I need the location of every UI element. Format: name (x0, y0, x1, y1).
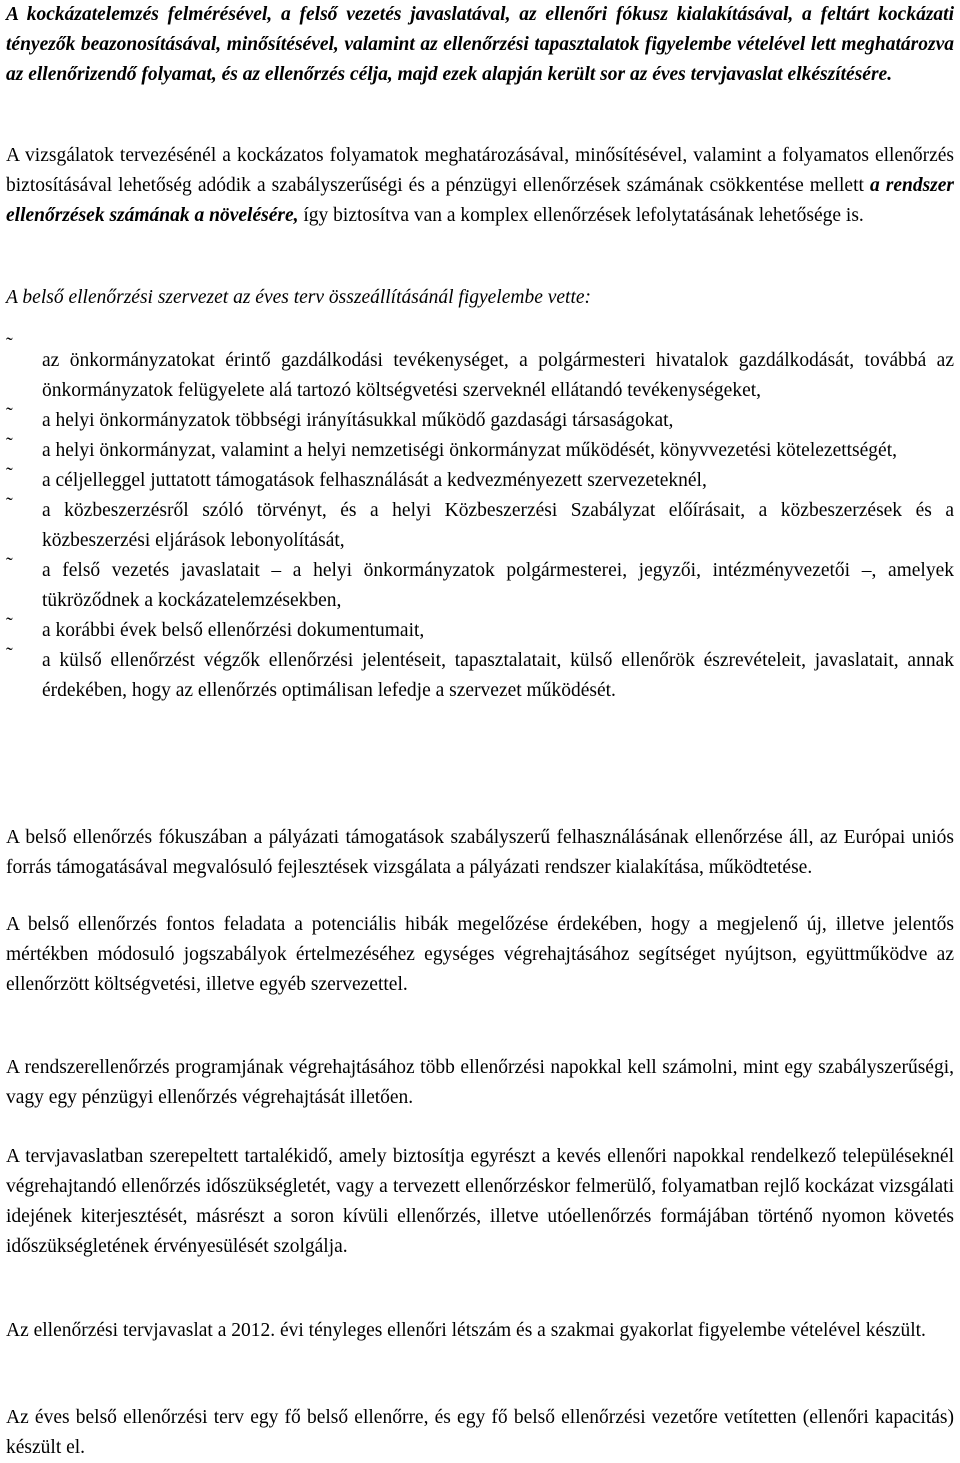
list-item-text: az önkormányzatokat érintő gazdálkodási tevékenységet, a polgármesteri hivatalok gazdálkodását, továbbá az önkormányzatok felügyelete alá tartozó költségvetési szerveknél ellátandó tevékenységeket, (42, 350, 954, 401)
focus-paragraph: A belső ellenőrzés fókuszában a pályázati támogatások szabályszerű felhasználásának ellenőrzése áll, az Európai uniós forrás támogatásával megvalósuló fejlesztések vizsgálata a pályázati rendszer kialakítása, működtetése. (6, 827, 954, 878)
list-item-text: a külső ellenőrzést végzők ellenőrzési jelentéseit, tapasztalatait, külső ellenőrök észrevételeit, javaslatait, annak érdekében, hogy az ellenőrzés optimálisan lefedje a szervezet működését. (42, 650, 954, 701)
list-item-text: a közbeszerzésről szóló törvényt, és a helyi Közbeszerzési Szabályzat előírásait, a közbeszerzések és a közbeszerzési eljárások lebonyolítását, (42, 500, 954, 551)
intro-paragraph: A kockázatelemzés felmérésével, a felső vezetés javaslatával, az ellenőri fókusz kialakításával, a feltárt kockázati tényezők beazonosításával, minősítésével, valamint az ellenőrzési tapasztalatok figyelembe vételével lett meghatározva az ellenőrizendő folyamat, és az ellenőrzés célja, majd ezek alapján került sor az éves tervjavaslat elkészítésére. (6, 4, 954, 85)
planning-text-start: A vizsgálatok tervezésénél a kockázatos folyamatok meghatározásával, minősítésével, valamint a folyamatos ellenőrzés biztosításával lehetőség adódik a szabályszerűségi és a pénzügyi ellenőrzések számának csökkentése mellett (6, 145, 954, 196)
list-heading: A belső ellenőrzési szervezet az éves terv összeállításánál figyelembe vette: (6, 287, 592, 308)
capacity-paragraph: Az éves belső ellenőrzési terv egy fő belső ellenőrre, és egy fő belső ellenőrzési vezetőre vetítetten (ellenőri kapacitás) készült el. (6, 1407, 954, 1458)
list-item-text: a helyi önkormányzat, valamint a helyi nemzetiségi önkormányzat működését, könyvvezetési kötelezettségét, (42, 440, 898, 461)
reserve-paragraph: A tervjavaslatban szerepeltett tartalékidő, amely biztosítja egyrészt a kevés ellenőri napokkal rendelkező településeknél végrehajtandó ellenőrzés időszükségletét, vagy a tervezett ellenőrzéskor felmerülő, folyamatban rejlő kockázat vizsgálati idejének kiterjesztését, másrészt a soron kívüli ellenőrzés, illetve utóellenőrzés formájában történő nyomon követés időszükségletének érvényesülését szolgálja. (6, 1146, 954, 1257)
tilde-bullet-icon: ˜ (6, 404, 13, 426)
list-item (0, 646, 960, 706)
tilde-bullet-icon: ˜ (6, 334, 13, 356)
system-audit-paragraph: A rendszerellenőrzés programjának végrehajtásához több ellenőrzési napokkal kell számolni, mint egy szabályszerűségi, vagy egy pénzügyi ellenőrzés végrehajtását illetően. (6, 1057, 954, 1108)
list-item (0, 556, 960, 616)
list-item (0, 616, 960, 646)
tilde-bullet-icon: ˜ (6, 464, 13, 486)
list-item (0, 466, 960, 496)
list-item (0, 496, 960, 556)
headcount-paragraph: Az ellenőrzési tervjavaslat a 2012. évi tényleges ellenőri létszám és a szakmai gyakorlat figyelembe vételével készült. (6, 1320, 926, 1341)
list-item (0, 406, 960, 436)
tilde-bullet-icon: ˜ (6, 644, 13, 666)
task-paragraph: A belső ellenőrzés fontos feladata a potenciális hibák megelőzése érdekében, hogy a megjelenő új, illetve jelentős mértékben módosuló jogszabályok értelmezéséhez egységes végrehajtásához segítséget nyújtson, együttműködve az ellenőrzött költségvetési, illetve egyéb szervezettel. (6, 914, 954, 995)
planning-emphasis: a rendszer ellenőrzések számának a növelésére, (6, 175, 954, 226)
tilde-bullet-icon: ˜ (6, 434, 13, 456)
list-item-text: a korábbi évek belső ellenőrzési dokumentumait, (42, 620, 425, 641)
list-item-text: a céljelleggel juttatott támogatások felhasználását a kedvezményezett szervezeteknél, (42, 470, 707, 491)
list-item (0, 436, 960, 466)
list-item (0, 334, 960, 406)
tilde-bullet-icon: ˜ (6, 494, 13, 516)
planning-paragraph (6, 141, 954, 231)
tilde-bullet-icon: ˜ (6, 554, 13, 576)
tilde-bullet-icon: ˜ (6, 614, 13, 636)
list-item-text: a felső vezetés javaslatait – a helyi önkormányzatok polgármesterei, jegyzői, intézményvezetői –, amelyek tükröződnek a kockázatelemzésekben, (42, 560, 954, 611)
list-item-text: a helyi önkormányzatok többségi irányításukkal működő gazdasági társaságokat, (42, 410, 674, 431)
planning-text-end: így biztosítva van a komplex ellenőrzések lefolytatásának lehetősége is. (298, 205, 864, 226)
considerations-list (0, 334, 960, 706)
